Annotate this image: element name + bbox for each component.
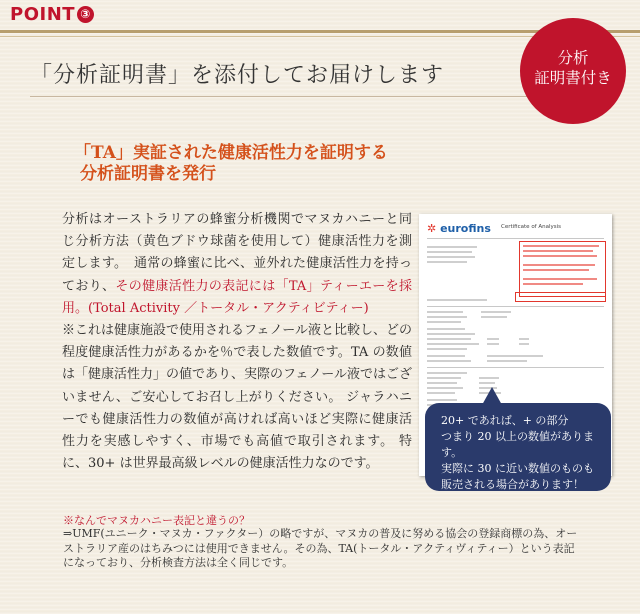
cert-highlight-box (515, 292, 606, 302)
body-paragraph (62, 209, 412, 475)
note-body: ⇒UMF(ユニーク・マヌカ・ファクター）の略ですが、マヌカの普及に努める協会の登録商標の為、オーストラリア産のはちみつには使用できません。その為、TA(トータル・アクティヴィティー）という表記になっており、分析検査方法は全く同じです。 (63, 527, 578, 569)
cert-red-line (523, 264, 595, 266)
cert-line (519, 343, 529, 345)
cert-line (487, 360, 527, 362)
body-part-3: ※これは健康施設で使用されるフェノール液と比較し、どの程度健康活性力があるかを％で表した数値です。TA の数値は「健康活性力」の値であり、実際のフェノール液ではございません、ご安心してお召し上がりください。 ジャラハニーでも健康活性力の数値が高ければ高いほど実際に健康活性力を実感しやすく、市場でも高値で取引されます。 特に、30+ は世界最高級レベルの健康活性力なのです。 (62, 323, 412, 472)
cert-line (427, 392, 455, 394)
subtitle-line-1: 「TA」実証された健康活性力を証明する (74, 143, 388, 163)
title-divider (30, 96, 610, 97)
cert-line (427, 256, 475, 258)
callout-bubble (425, 403, 611, 491)
cert-line (427, 387, 463, 389)
cert-line (427, 328, 465, 330)
badge-line-2: 証明書付き (534, 69, 612, 87)
cert-line (427, 348, 467, 350)
callout-line-4: 販売される場合があります！ (441, 478, 584, 491)
callout-line-3: 実際に 30 に近い数値のものも (441, 462, 594, 475)
cert-line (427, 377, 461, 379)
cert-line (519, 338, 529, 340)
cert-line (427, 251, 472, 253)
cert-red-line (523, 269, 589, 271)
cert-rule (427, 367, 604, 368)
body-part-1: 分析はオーストラリアの蜂蜜分析機関でマヌカハニーと同じ分析方法（黄色ブドウ球菌を使用して）健康活性力を測定します。 通常の蜂蜜に比べ、並外れた健康活性力を持っており、 (62, 212, 412, 294)
badge-line-1: 分析 (557, 49, 589, 67)
cert-rule (427, 238, 604, 239)
eurofins-logo: ✲ eurofins (427, 222, 491, 235)
cert-line (427, 246, 477, 248)
cert-red-line (523, 250, 593, 252)
cert-line (427, 299, 487, 301)
cert-line (479, 382, 495, 384)
cert-line (427, 333, 475, 335)
certificate-badge (520, 18, 626, 124)
point-label (10, 4, 94, 25)
section-subtitle (74, 143, 388, 185)
cert-line (427, 399, 457, 401)
note-title: ※なんでマヌカハニー表記と違うの？ (63, 514, 250, 527)
cert-line (427, 355, 465, 357)
cert-line (427, 316, 467, 318)
cert-line (427, 321, 461, 323)
eurofins-logo-text: eurofins (440, 222, 491, 235)
cert-line (427, 360, 471, 362)
cert-line (481, 316, 507, 318)
point-label-text: POINT (10, 4, 76, 25)
cert-line (487, 355, 543, 357)
cert-line (427, 372, 467, 374)
cert-line (427, 261, 467, 263)
certificate-heading: Certificate of Analysis (501, 224, 562, 230)
body-part-2-highlight: その健康活性力の表記には「TA」ティーエーを採用。(Total Activity ／トータル・アクティビティー) (62, 278, 412, 316)
cert-red-line (523, 245, 599, 247)
cert-line (487, 343, 499, 345)
callout-line-1: 20+ であれば、+ の部分 (441, 414, 569, 427)
cert-line (487, 338, 499, 340)
page-title: 「分析証明書」を添付してお届けします (30, 63, 445, 88)
cert-line (481, 311, 511, 313)
cert-line (427, 343, 479, 345)
cert-line (427, 311, 463, 313)
cert-red-line (523, 283, 583, 285)
cert-line (479, 377, 499, 379)
cert-red-line (523, 255, 597, 257)
cert-rule (427, 306, 604, 307)
point-number: ③ (77, 6, 94, 23)
subtitle-line-2: 分析証明書を発行 (80, 164, 216, 184)
cert-line (427, 382, 457, 384)
cert-red-line (523, 278, 597, 280)
cert-line (427, 338, 471, 340)
callout-line-2: つまり 20 以上の数値があります。 (441, 430, 594, 459)
